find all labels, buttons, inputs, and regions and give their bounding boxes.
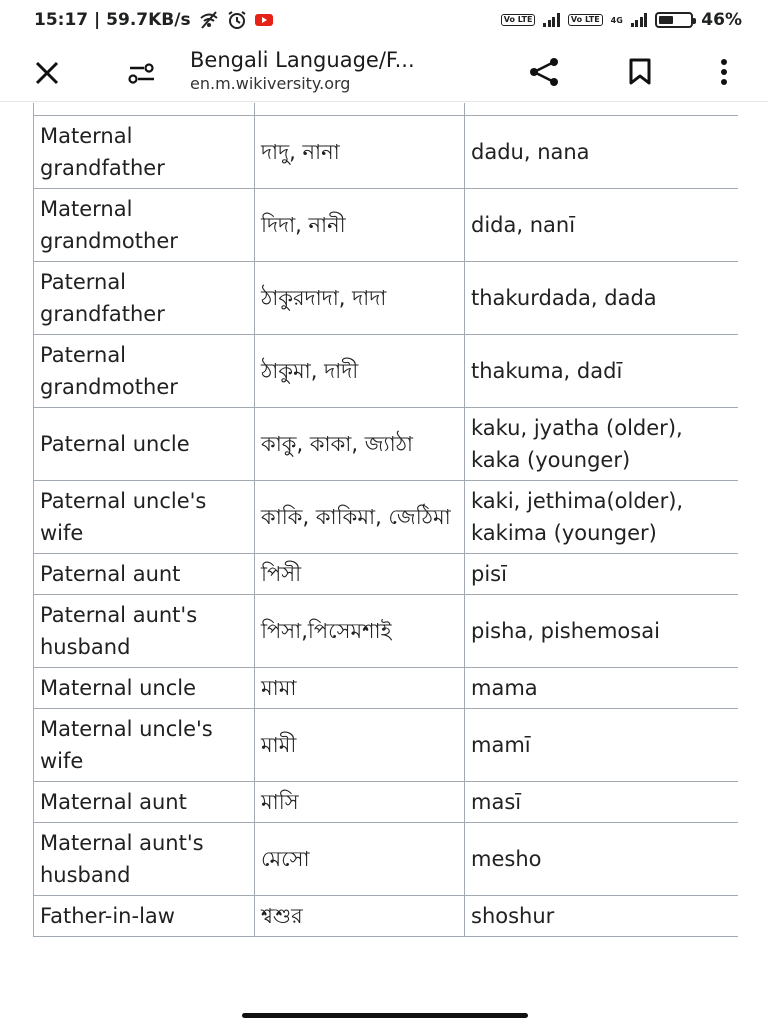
time-and-speed: 15:17 | 59.7KB/s bbox=[34, 10, 191, 30]
cell-translit: masī bbox=[465, 782, 739, 823]
cell-bengali: মামী bbox=[255, 709, 465, 782]
cell-english: Paternal uncle bbox=[34, 408, 255, 481]
cell-english: Father-in-law bbox=[34, 896, 255, 937]
cell-translit: mamī bbox=[465, 709, 739, 782]
wifi-off-icon bbox=[199, 11, 219, 29]
page-content bbox=[33, 103, 738, 1007]
volte-badge-2: Vo LTE bbox=[568, 14, 603, 26]
cell-bengali: পিসা,পিসেমশাই bbox=[255, 595, 465, 668]
home-indicator[interactable] bbox=[242, 1013, 528, 1018]
status-right bbox=[501, 10, 742, 30]
cell-english: Maternal grandmother bbox=[34, 189, 255, 262]
cell-english: Maternal uncle's wife bbox=[34, 709, 255, 782]
status-left bbox=[34, 10, 273, 30]
bookmark-icon[interactable] bbox=[622, 54, 658, 90]
cell-translit: dida, nanī bbox=[465, 189, 739, 262]
cell-english: Paternal aunt bbox=[34, 554, 255, 595]
cell-translit: thakuma, dadī bbox=[465, 335, 739, 408]
kinship-table bbox=[33, 103, 738, 937]
table-row bbox=[34, 823, 739, 896]
cell-bengali: মেসো bbox=[255, 823, 465, 896]
close-icon[interactable] bbox=[30, 56, 64, 90]
kinship-table-body bbox=[34, 103, 739, 937]
cell-bengali: পিসী bbox=[255, 554, 465, 595]
cell-translit: kaki, jethima(older), kakima (younger) bbox=[465, 481, 739, 554]
cell-bengali: কাকি, কাকিমা, জেঠিমা bbox=[255, 481, 465, 554]
table-row bbox=[34, 408, 739, 481]
battery-icon bbox=[655, 12, 693, 28]
cell-bengali: ঠাকুমা, দাদী bbox=[255, 335, 465, 408]
share-icon[interactable] bbox=[524, 54, 564, 90]
cell-bengali: শ্বশুর bbox=[255, 896, 465, 937]
signal-icon-2 bbox=[631, 13, 648, 27]
cell-english: Paternal aunt's husband bbox=[34, 595, 255, 668]
cell-bengali: ঠাকুরদাদা, দাদা bbox=[255, 262, 465, 335]
cell-english: Maternal grandfather bbox=[34, 116, 255, 189]
cell-bengali: মামা bbox=[255, 668, 465, 709]
cell-english: Maternal aunt's husband bbox=[34, 823, 255, 896]
network-type: 4G bbox=[610, 15, 623, 25]
cell-translit: shoshur bbox=[465, 896, 739, 937]
more-vert-icon[interactable] bbox=[712, 54, 736, 90]
page-url: en.m.wikiversity.org bbox=[190, 74, 351, 93]
tune-icon[interactable] bbox=[122, 56, 160, 90]
table-row bbox=[34, 668, 739, 709]
cell-bengali: কাকু, কাকা, জ্যাঠা bbox=[255, 408, 465, 481]
table-row bbox=[34, 896, 739, 937]
cell-translit: pisha, pishemosai bbox=[465, 595, 739, 668]
page-title-block[interactable] bbox=[190, 48, 510, 93]
cell-translit bbox=[465, 103, 739, 116]
cell-bengali: দিদা, নানী bbox=[255, 189, 465, 262]
volte-badge-1: Vo LTE bbox=[501, 14, 536, 26]
cell-bengali bbox=[255, 103, 465, 116]
battery-percent: 46% bbox=[701, 10, 742, 30]
page-title: Bengali Language/F... bbox=[190, 48, 415, 72]
youtube-icon bbox=[255, 13, 273, 27]
cell-english bbox=[34, 103, 255, 116]
cell-translit: thakurdada, dada bbox=[465, 262, 739, 335]
cell-english: Paternal uncle's wife bbox=[34, 481, 255, 554]
cell-bengali: দাদু, নানা bbox=[255, 116, 465, 189]
table-row bbox=[34, 335, 739, 408]
table-row bbox=[34, 709, 739, 782]
cell-translit: dadu, nana bbox=[465, 116, 739, 189]
table-row bbox=[34, 103, 739, 116]
signal-icon-1 bbox=[543, 13, 560, 27]
table-row bbox=[34, 595, 739, 668]
cell-bengali: মাসি bbox=[255, 782, 465, 823]
cell-translit: kaku, jyatha (older), kaka (younger) bbox=[465, 408, 739, 481]
table-row bbox=[34, 189, 739, 262]
alarm-icon bbox=[227, 11, 247, 29]
cell-translit: pisī bbox=[465, 554, 739, 595]
table-row bbox=[34, 481, 739, 554]
cell-english: Paternal grandfather bbox=[34, 262, 255, 335]
cell-translit: mesho bbox=[465, 823, 739, 896]
status-bar bbox=[0, 0, 768, 40]
cell-english: Maternal aunt bbox=[34, 782, 255, 823]
cell-translit: mama bbox=[465, 668, 739, 709]
cell-english: Maternal uncle bbox=[34, 668, 255, 709]
table-row bbox=[34, 554, 739, 595]
table-row bbox=[34, 262, 739, 335]
cell-english: Paternal grandmother bbox=[34, 335, 255, 408]
table-row bbox=[34, 116, 739, 189]
table-row bbox=[34, 782, 739, 823]
browser-app-bar bbox=[0, 40, 768, 102]
